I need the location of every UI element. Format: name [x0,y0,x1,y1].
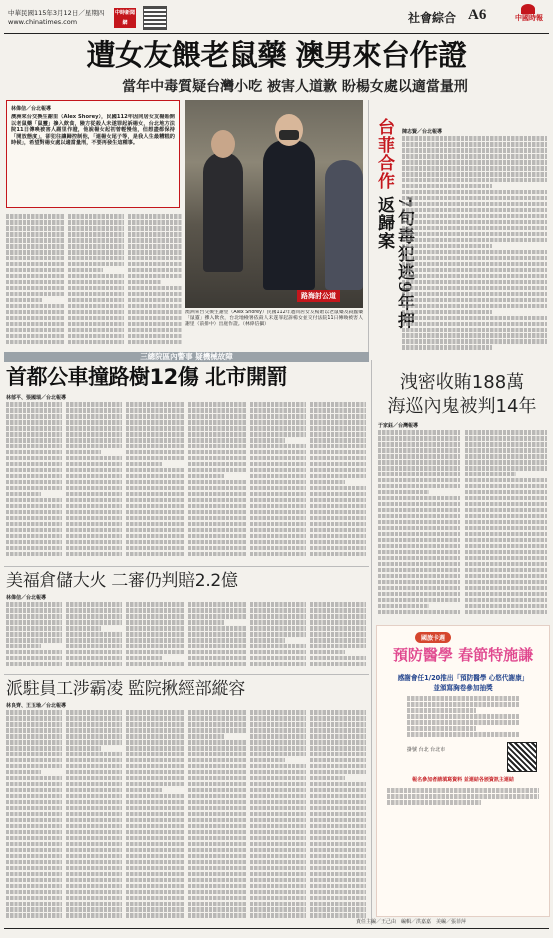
date-line: 中華民國115年3月12日／星期四 [8,9,105,17]
sidebar-byline: 陳志賢／台北報導 [402,129,443,135]
bus-body-col-6 [310,402,366,564]
navy-body-col-2 [465,430,547,620]
newspaper-logo-text: 中國時報 [515,14,543,22]
fire-body-col-5 [250,602,306,672]
masthead [0,0,553,34]
fire-body-col-2 [66,602,122,672]
fire-headline: 美福倉儲大火 二審仍判賠2.2億 [6,571,238,591]
labor-body-col-1 [6,710,62,924]
fire-body-col-1 [6,602,62,672]
photo-person-1 [203,152,243,272]
fire-body-col-3 [126,602,184,672]
labor-body-col-3 [126,710,184,924]
sidebar-headline-1: 台菲合作 [374,118,394,190]
section-name: 社會綜合 [408,11,457,25]
sidebar-headline-2: 返歸案 [374,196,394,250]
labor-body-col-6 [310,710,366,924]
ad-badge: 國旅卡週 [415,632,451,643]
photo-tag: 路海討公道 [297,290,340,302]
fire-body-col-4 [188,602,246,672]
lead-body-col-2 [68,214,124,352]
ad-footer: 報名參加者請填寫資料 並連結各頒資訊主連結 [412,777,514,783]
advertisement[interactable] [376,625,550,917]
lead-intro-box [6,100,180,208]
ad-qr-icon [507,742,537,772]
page-number: A6 [468,7,487,23]
ad-title: 預防醫學 春節特施謙 [392,646,534,664]
labor-headline: 派駐員工涉霸凌 監院揪經部縱容 [6,679,245,699]
lead-body-col-1 [6,214,64,352]
bus-body-col-1 [6,402,62,564]
bus-body-col-4 [188,402,246,564]
newspaper-logo-icon [521,4,535,14]
bus-body-col-5 [250,402,306,564]
ad-contact: 掛號 台北 台北市 [407,747,446,753]
newspaper-logo [512,4,546,32]
ad-fineprint [387,788,539,818]
site-url[interactable]: www.chinatimes.com [8,18,78,26]
navy-headline-2: 海巡內鬼被判14年 [387,396,537,417]
labor-byline: 林良齊、王玉瑜／台北報導 [6,703,67,709]
footer-credits: 責任主編／王己由 編輯／洪嘉嘉 美編／張菲萍 [356,919,467,925]
lead-intro-text: 澳洲來台交換生謝里（Alex Shorey），民國112年因同居女友楊貽開以老鼠藥「鼠靈」摻入飲食，險方從殺人未遂罪起訴楊女，台北地方法院11日傳喚被害人謝里作證，他說楊女起初曾輕慢他，但想盡都保持「開放態度」，卻犯往讓歸控制他，「連楊女尾子等，是我人生最糟糕的時候」，希望對楊女處以適當量刑，不要再發生這種事。 [11,114,175,147]
labor-body-col-2 [66,710,122,924]
navy-headline-1: 洩密收賄188萬 [399,372,525,393]
photo-person-1-head [211,130,235,158]
lead-headline: 遭女友餵老鼠藥 澳男來台作證 [86,38,467,72]
ad-body [407,696,519,744]
navy-byline: 于家鈺／台灣報導 [378,423,419,429]
fire-byline: 林偉信／台北報導 [6,595,47,601]
section-band [4,352,369,362]
qr-code-icon [143,6,167,30]
photo-person-2 [263,140,315,290]
ad-line-2: 並頒寫胸卷參加抽獎 [433,684,493,692]
bus-byline: 林郁平、張國瑞／台北報導 [6,395,67,401]
lead-byline: 林偉信／台北報導 [11,106,52,112]
labor-body-col-4 [188,710,246,924]
photo-person-3 [325,160,363,290]
lead-subheadline: 當年中毒質疑台灣小吃 被害人道歉 盼楊女處以適當量刑 [122,79,468,95]
fire-body-col-6 [310,602,366,672]
navy-body-col-1 [378,430,460,620]
bus-headline: 首都公車撞路樹12傷 北市開罰 [6,365,288,389]
bus-body-col-2 [66,402,122,564]
lead-body-col-3 [128,214,182,352]
bus-body-col-3 [126,402,184,564]
lead-photo [185,100,363,308]
small-logo: 中時新聞網 [114,10,135,26]
ad-line-1: 感謝會任1/20推出「預防醫學 心悠代謝康」 [397,674,529,682]
labor-body-col-5 [250,710,306,924]
photo-mask [279,130,299,140]
sidebar-body [402,136,547,352]
section-band-label: 三總院區內警事 疑機械故障 [140,352,233,361]
lead-photo-caption: 澳洲來台交換生謝里（Alex Shorey）民國112年遭同居女友楊貽以老鼠藥及殺蟲藥「鼠靈」摻入飲食，台北地檢署依殺人未遂罪起訴楊女並交付法院11日傳喚被害人謝里（前排中）出庭作證。（林偉信攝） [185,310,363,327]
